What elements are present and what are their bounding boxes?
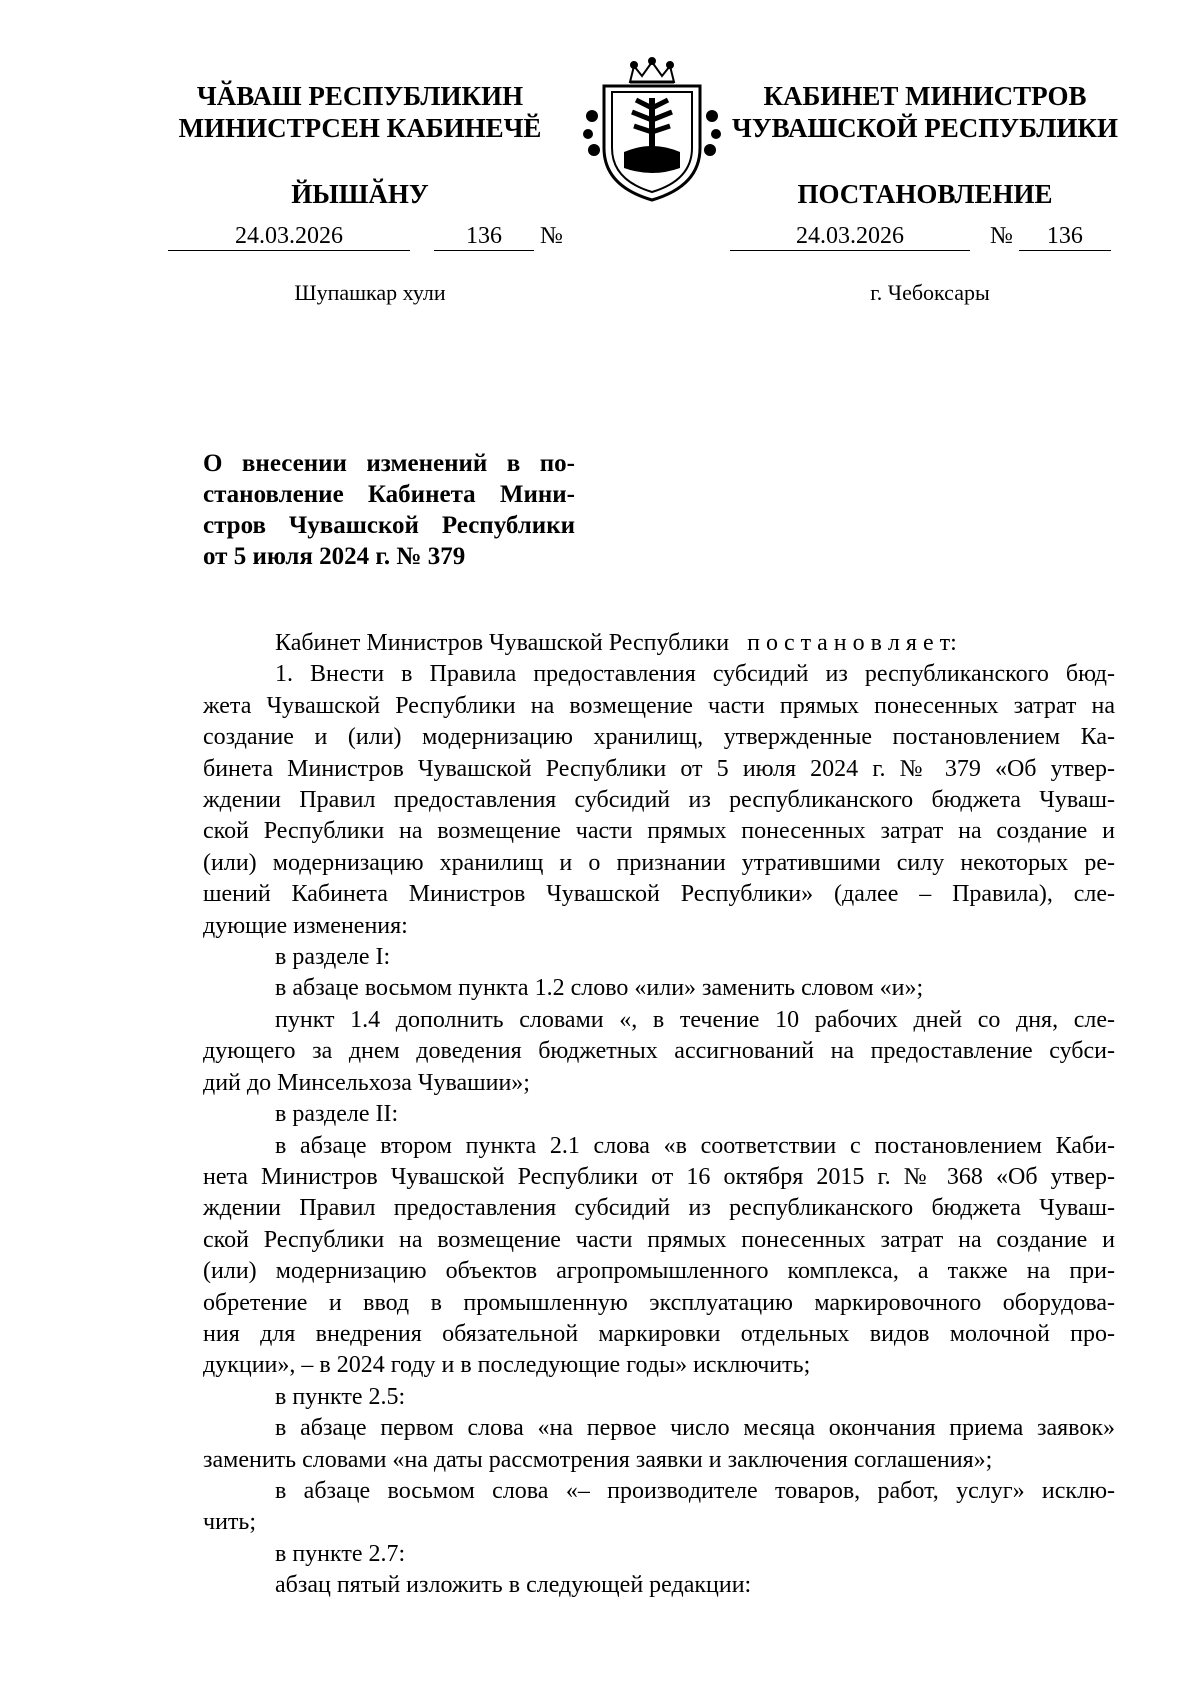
body-line: чить;	[203, 1509, 257, 1536]
document-subject	[203, 448, 575, 572]
body-line: ждении Правил предоставления субсидий из республиканского бюджета Чуваш-	[203, 787, 1115, 814]
body-line: обретение и ввод в промышленную эксплуатацию маркировочного оборудова-	[203, 1289, 1115, 1316]
body-line: ния для внедрения обязательной маркировки отдельных видов молочной про-	[203, 1320, 1115, 1347]
header-right	[710, 80, 1140, 210]
body-line: ждении Правил предоставления субсидий из республиканского бюджета Чуваш-	[203, 1195, 1115, 1222]
preamble	[203, 628, 1115, 659]
header-left-line2: МИНИСТРСЕН КАБИНЕЧӖ	[178, 113, 542, 143]
number-left: 136	[434, 222, 534, 251]
body-line: в абзаце первом слова «на первое число месяца окончания приема заявок»	[275, 1415, 1115, 1442]
body-line: ской Республики на возмещение части прямых понесенных затрат на создание и	[203, 1226, 1115, 1253]
document-body	[203, 628, 1115, 1602]
registration-right	[730, 222, 1111, 251]
number-sign-left: №	[540, 223, 563, 249]
body-line: заменить словами «на даты рассмотрения заявки и заключения соглашения»;	[203, 1446, 993, 1473]
body-line: дующего за днем доведения бюджетных ассигнований на предоставление субси-	[203, 1038, 1115, 1065]
body-line: в разделе II:	[275, 1101, 399, 1128]
body-line: дукции», – в 2024 году и в последующие годы» исключить;	[203, 1352, 811, 1379]
body-line: в пункте 2.7:	[275, 1540, 406, 1567]
body-line: нета Министров Чувашской Республики от 16 октября 2015 г. № 368 «Об утвер-	[203, 1163, 1115, 1190]
body-line: дий до Минсельхоза Чувашии»;	[203, 1069, 530, 1096]
body-line: в абзаце втором пункта 2.1 слова «в соответствии с постановлением Каби-	[275, 1132, 1115, 1159]
body-line: в разделе I:	[275, 944, 391, 971]
header-right-line2: ЧУВАШСКОЙ РЕСПУБЛИКИ	[732, 113, 1118, 143]
body-line: создание и (или) модернизацию хранилищ, утвержденные постановлением Ка-	[203, 724, 1115, 751]
number-right: 136	[1019, 222, 1111, 251]
body-line: ской Республики на возмещение части прямых понесенных затрат на создание и	[203, 818, 1115, 845]
shield-icon	[604, 86, 700, 200]
body-line: (или) модернизацию объектов агропромышленного комплекса, а также на при-	[203, 1258, 1115, 1285]
city-right: г. Чебоксары	[870, 280, 990, 305]
crown-icon	[630, 58, 674, 82]
body-line: в пункте 2.5:	[275, 1383, 406, 1410]
header-left	[160, 80, 560, 210]
body-line: шений Кабинета Министров Чувашской Республики» (далее – Правила), сле-	[203, 881, 1115, 908]
body-line: абзац пятый изложить в следующей редакции:	[275, 1572, 752, 1599]
header-right-line1: КАБИНЕТ МИНИСТРОВ	[763, 81, 1087, 111]
date-right: 24.03.2026	[730, 222, 970, 251]
registration-left	[168, 222, 563, 251]
preamble-text: Кабинет Министров Чувашской Республики	[275, 630, 730, 656]
subject-line: стров Чувашской Республики	[203, 512, 575, 539]
body-line: жета Чувашской Республики на возмещение части прямых понесенных затрат на	[203, 692, 1115, 719]
header-left-doc-type: ЙЫШӐНУ	[291, 179, 429, 209]
header-left-line1: ЧӐВАШ РЕСПУБЛИКИН	[196, 81, 524, 111]
city-left: Шупашкар хули	[294, 280, 446, 305]
body-line: в абзаце восьмом слова «– производителе товаров, работ, услуг» исклю-	[275, 1477, 1115, 1504]
date-left: 24.03.2026	[168, 222, 410, 251]
preamble-verb: п о с т а н о в л я е т:	[747, 630, 957, 656]
number-sign-right: №	[990, 223, 1013, 249]
body-line: 1. Внести в Правила предоставления субсидий из республиканского бюд-	[275, 661, 1115, 688]
header-right-doc-type: ПОСТАНОВЛЕНИЕ	[797, 179, 1053, 209]
coat-of-arms-emblem	[578, 56, 726, 206]
body-line: (или) модернизацию хранилищ и о признании утратившими силу некоторых ре-	[203, 849, 1115, 876]
body-line: дующие изменения:	[203, 912, 408, 939]
body-line: в абзаце восьмом пункта 1.2 слово «или» заменить словом «и»;	[275, 975, 924, 1002]
subject-line: О внесении изменений в по-	[203, 450, 575, 477]
body-line: пункт 1.4 дополнить словами «, в течение 10 рабочих дней со дня, сле-	[275, 1006, 1115, 1033]
subject-line: от 5 июля 2024 г. № 379	[203, 543, 466, 570]
subject-line: становление Кабинета Мини-	[203, 481, 575, 508]
body-line: бинета Министров Чувашской Республики от 5 июля 2024 г. № 379 «Об утвер-	[203, 755, 1115, 782]
